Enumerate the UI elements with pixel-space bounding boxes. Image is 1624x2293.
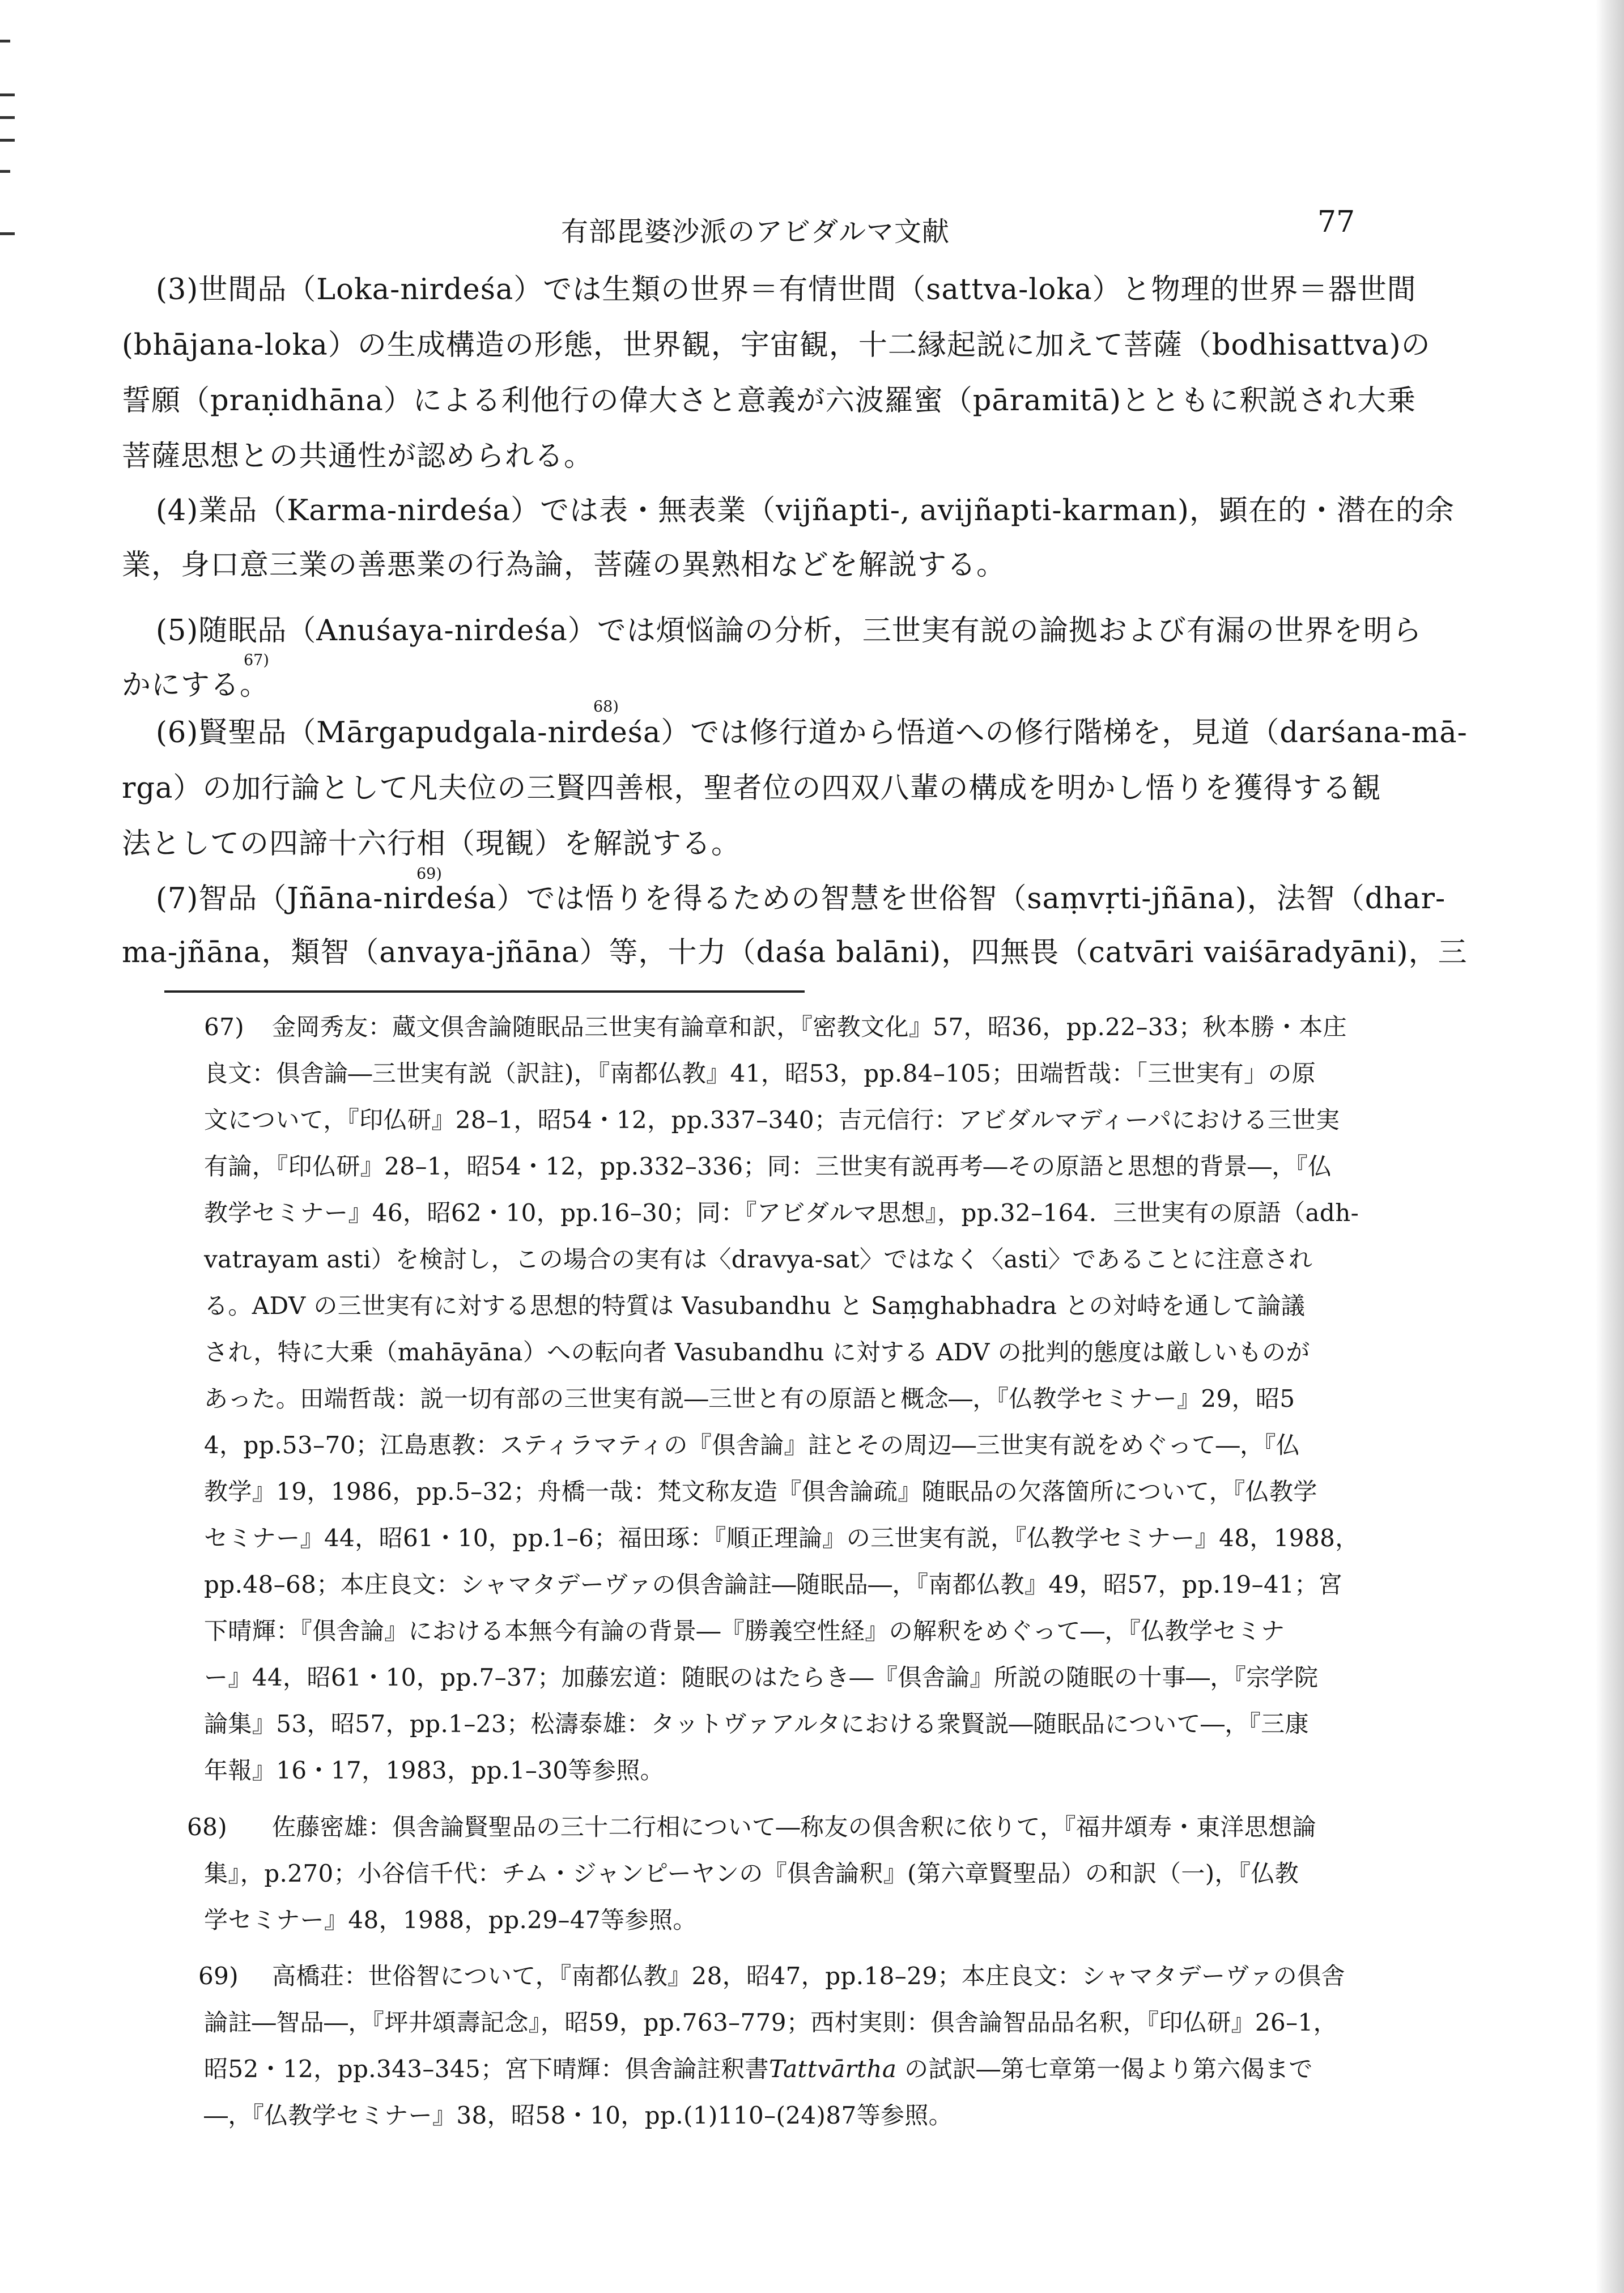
page-edge-shadow	[1596, 0, 1624, 2293]
footnote-text: の試訳―第七章第一偈より第六偈まで	[896, 2055, 1313, 2083]
footnote-line: る。ADV の三世実有に対する思想的特質は Vasubandhu と Saṃghabhadra との対峙を通して論議	[204, 1292, 1306, 1320]
footnote-reference: 67)	[244, 652, 269, 669]
footnote-line: セミナー』44，昭61・10，pp.1–6；福田琢：『順正理論』の三世実有説，『仏教学セミナー』48，1988，	[204, 1524, 1359, 1552]
footnote-line: 金岡秀友：蔵文倶舎論随眠品三世実有論章和訳，『密教文化』57，昭36，pp.22–33；秋本勝・本庄	[272, 1013, 1347, 1041]
paragraph-line: (6)賢聖品（Mārgapudgala-nirdeśa）では修行道から悟道への修行階梯を，見道（darśana-mā-	[156, 716, 1468, 750]
footnote-line: 集』，p.270；小谷信千代：チム・ジャンピーヤンの『倶舎論釈』(第六章賢聖品）の和訳（一)，『仏教	[204, 1860, 1299, 1887]
footnote-number: 69)	[198, 1962, 239, 1990]
footnote-line: 教学セミナー』46，昭62・10，pp.16–30；同：『アビダルマ思想』，pp.32–164．三世実有の原語（adh-	[204, 1199, 1359, 1227]
footnote-line	[204, 2053, 1313, 2085]
footnote-reference: 69)	[416, 865, 442, 883]
page-number: 77	[1317, 205, 1355, 239]
footnote-line: 有論，『印仏研』28–1，昭54・12，pp.332–336；同：三世実有説再考―その原語と思想的背景―，『仏	[204, 1152, 1332, 1180]
footnote-line: 文について，『印仏研』28–1，昭54・12，pp.337–340；吉元信行：アビダルマディーパにおける三世実	[204, 1106, 1340, 1134]
footnote-line: ―，『仏教学セミナー』38，昭58・10，pp.(1)110–(24)87等参照。	[204, 2101, 953, 2129]
footnote-line: 学セミナー』48，1988，pp.29–47等参照。	[204, 1906, 697, 1934]
footnote-line: され，特に大乗（mahāyāna）への転向者 Vasubandhu に対する ADV の批判的態度は厳しいものが	[204, 1338, 1310, 1366]
paragraph-line: 法としての四諦十六行相（現観）を解説する。	[122, 827, 741, 861]
paragraph-line: かにする。	[122, 669, 270, 702]
binding-mark	[0, 139, 15, 142]
footnote-separator	[164, 990, 805, 993]
binding-mark	[0, 170, 10, 173]
binding-mark	[0, 93, 15, 96]
footnote-line: pp.48–68；本庄良文：シャマタデーヴァの倶舎論註―随眠品―，『南都仏教』49，昭57，pp.19–41；宮	[204, 1571, 1343, 1598]
footnote-line: 論註―智品―，『坪井頌壽記念』，昭59，pp.763–779；西村実則：倶舎論智品品名釈，『印仏研』26–1，	[204, 2009, 1338, 2036]
footnote-line: 佐藤密雄：倶舎論賢聖品の三十二行相について―称友の倶舎釈に依りて，『福井頌寿・東洋思想論	[272, 1813, 1316, 1841]
binding-mark	[0, 40, 10, 42]
footnote-line: 年報』16・17，1983，pp.1–30等参照。	[204, 1756, 665, 1784]
footnote-line: 下晴輝：『倶舎論』における本無今有論の背景―『勝義空性経』の解釈をめぐって―，『仏教学セミナ	[204, 1617, 1285, 1645]
binding-mark	[0, 232, 15, 235]
footnote-number: 67)	[204, 1013, 245, 1041]
paragraph-line: rga）の加行論として凡夫位の三賢四善根，聖者位の四双八輩の構成を明かし悟りを獲得する観	[122, 772, 1381, 805]
paragraph-line: (bhājana-loka）の生成構造の形態，世界観，宇宙観，十二縁起説に加えて菩薩（bodhisattva)の	[122, 329, 1431, 362]
binding-mark	[0, 116, 15, 119]
footnote-line: あった。田端哲哉：説一切有部の三世実有説―三世と有の原語と概念―，『仏教学セミナー』29，昭5	[204, 1385, 1295, 1413]
footnote-reference: 68)	[593, 698, 619, 716]
paragraph-line: ma-jñāna，類智（anvaya-jñāna）等，十力（daśa balāni)，四無畏（catvāri vaiśāradyāni)，三	[122, 936, 1468, 969]
paragraph-line: (7)智品（Jñāna-nirdeśa）では悟りを得るための智慧を世俗智（saṃvṛti-jñāna)，法智（dhar-	[156, 882, 1446, 916]
footnote-line: 論集』53，昭57，pp.1–23；松濤泰雄：タットヴァアルタにおける衆賢説―随眠品について―，『三康	[204, 1710, 1309, 1738]
paragraph-line: 菩薩思想との共通性が認められる。	[122, 440, 594, 473]
footnote-line: ー』44，昭61・10，pp.7–37；加藤宏道：随眠のはたらき―『倶舎論』所説の随眠の十事―，『宗学院	[204, 1664, 1319, 1691]
paragraph-line: (4)業品（Karma-nirdeśa）では表・無表業（vijñapti-, avijñapti-karman)，顕在的・潜在的余	[156, 494, 1455, 527]
footnote-number: 68)	[187, 1813, 228, 1841]
paragraph-line: 誓願（praṇidhāna）による利他行の偉大さと意義が六波羅蜜（pāramitā)とともに釈説され大乗	[122, 384, 1417, 418]
work-title: Tattvārtha	[768, 2055, 897, 2083]
paragraph-line: 業，身口意三業の善悪業の行為論，菩薩の異熟相などを解説する。	[122, 548, 1006, 582]
running-title: 有部毘婆沙派のアビダルマ文献	[561, 216, 950, 248]
paragraph-line: (3)世間品（Loka-nirdeśa）では生類の世界＝有情世間（sattva-loka）と物理的世界＝器世間	[156, 273, 1417, 307]
footnote-line: 高橋荘：世俗智について，『南都仏教』28，昭47，pp.18–29；本庄良文：シャマタデーヴァの倶舎	[272, 1962, 1345, 1990]
paragraph-line: (5)随眠品（Anuśaya-nirdeśa）では煩悩論の分析，三世実有説の論拠および有漏の世界を明ら	[156, 614, 1422, 648]
footnote-line: 教学』19，1986，pp.5–32；舟橋一哉：梵文称友造『倶舎論疏』随眠品の欠落箇所について，『仏教学	[204, 1478, 1317, 1505]
footnote-line: 4，pp.53–70；江島恵教：スティラマティの『倶舎論』註とその周辺―三世実有説をめぐって―，『仏	[204, 1431, 1300, 1459]
footnote-line: 良文：倶舎論―三世実有説（訳註)，『南都仏教』41，昭53，pp.84–105；田端哲哉：「三世実有」の原	[204, 1060, 1316, 1087]
footnote-text: 昭52・12，pp.343–345；宮下晴輝：倶舎論註釈書	[204, 2055, 769, 2083]
footnote-line: vatrayam asti）を検討し，この場合の実有は〈dravya-sat〉ではなく〈asti〉であることに注意され	[204, 1245, 1313, 1273]
